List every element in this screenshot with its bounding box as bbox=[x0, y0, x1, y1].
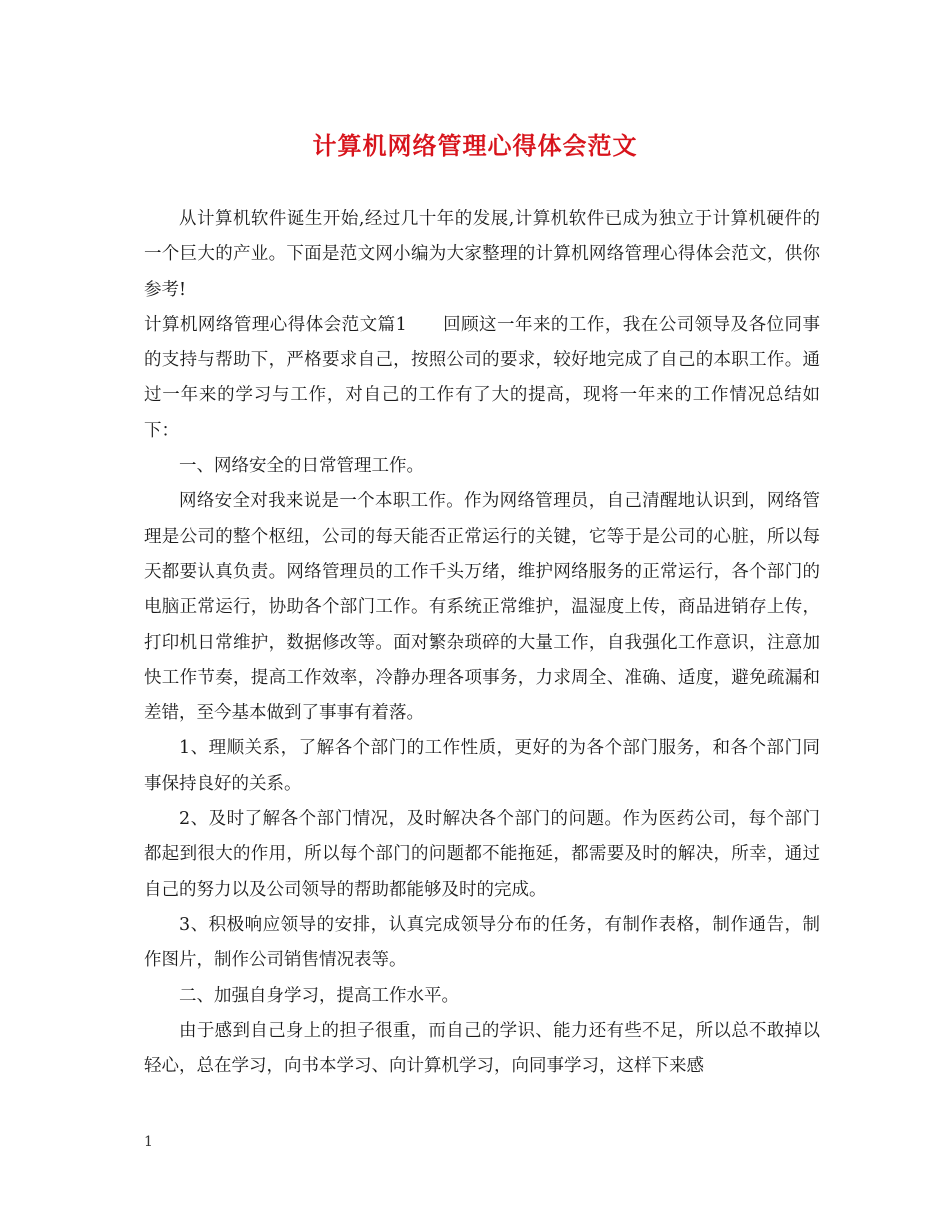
paragraph-network-security: 网络安全对我来说是一个本职工作。作为网络管理员，自己清醒地认识到，网络管理是公司的整个枢纽，公司的每天能否正常运行的关键，它等于是公司的心脏，所以每天都要认真负责。网络管理员的工作千头万绪，维护网络服务的正常运行，各个部门的电脑正常运行，协助各个部门工作。有系统正常维护，温湿度上传，商品进销存上传，打印机日常维护，数据修改等。面对繁杂琐碎的大量工作，自我强化工作意识，注意加快工作节奏，提高工作效率，冷静办理各项事务，力求周全、准确、适度，避免疏漏和差错，至今基本做到了事事有着落。 bbox=[144, 491, 820, 724]
paragraph-item-1: 1、理顺关系，了解各个部门的工作性质，更好的为各个部门服务，和各个部门同事保持良好的关系。 bbox=[144, 738, 820, 794]
paragraph-heading-self-study: 二、加强自身学习，提高工作水平。 bbox=[179, 985, 459, 1006]
paragraph-item-2: 2、及时了解各个部门情况，及时解决各个部门的问题。作为医药公司，每个部门都起到很大的作用，所以每个部门的问题都不能拖延，都需要及时的解决，所幸，通过自己的努力以及公司领导的帮助都能够及时的完成。 bbox=[144, 809, 820, 900]
paragraph-heading-network-security: 一、网络安全的日常管理工作。 bbox=[179, 456, 424, 477]
document-body bbox=[144, 202, 820, 1084]
page-number: 1 bbox=[144, 1134, 153, 1150]
paragraph-section-heading: 计算机网络管理心得体会范文篇1 回顾这一年来的工作，我在公司领导及各位同事的支持与帮助下，严格要求自己，按照公司的要求，较好地完成了自己的本职工作。通过一年来的学习与工作，对自己的工作有了大的提高，现将一年来的工作情况总结如下： bbox=[144, 314, 820, 441]
paragraph-item-3: 3、积极响应领导的安排，认真完成领导分布的任务，有制作表格，制作通告，制作图片，制作公司销售情况表等。 bbox=[144, 914, 820, 971]
paragraph-intro: 从计算机软件诞生开始,经过几十年的发展,计算机软件已成为独立于计算机硬件的一个巨大的产业。下面是范文网小编为大家整理的计算机网络管理心得体会范文，供你参考! bbox=[144, 209, 820, 300]
document-title: 计算机网络管理心得体会范文 bbox=[312, 131, 638, 160]
paragraph-self-study: 由于感到自己身上的担子很重，而自己的学识、能力还有些不足，所以总不敢掉以轻心，总在学习，向书本学习、向计算机学习，向同事学习，这样下来感 bbox=[144, 1020, 820, 1077]
